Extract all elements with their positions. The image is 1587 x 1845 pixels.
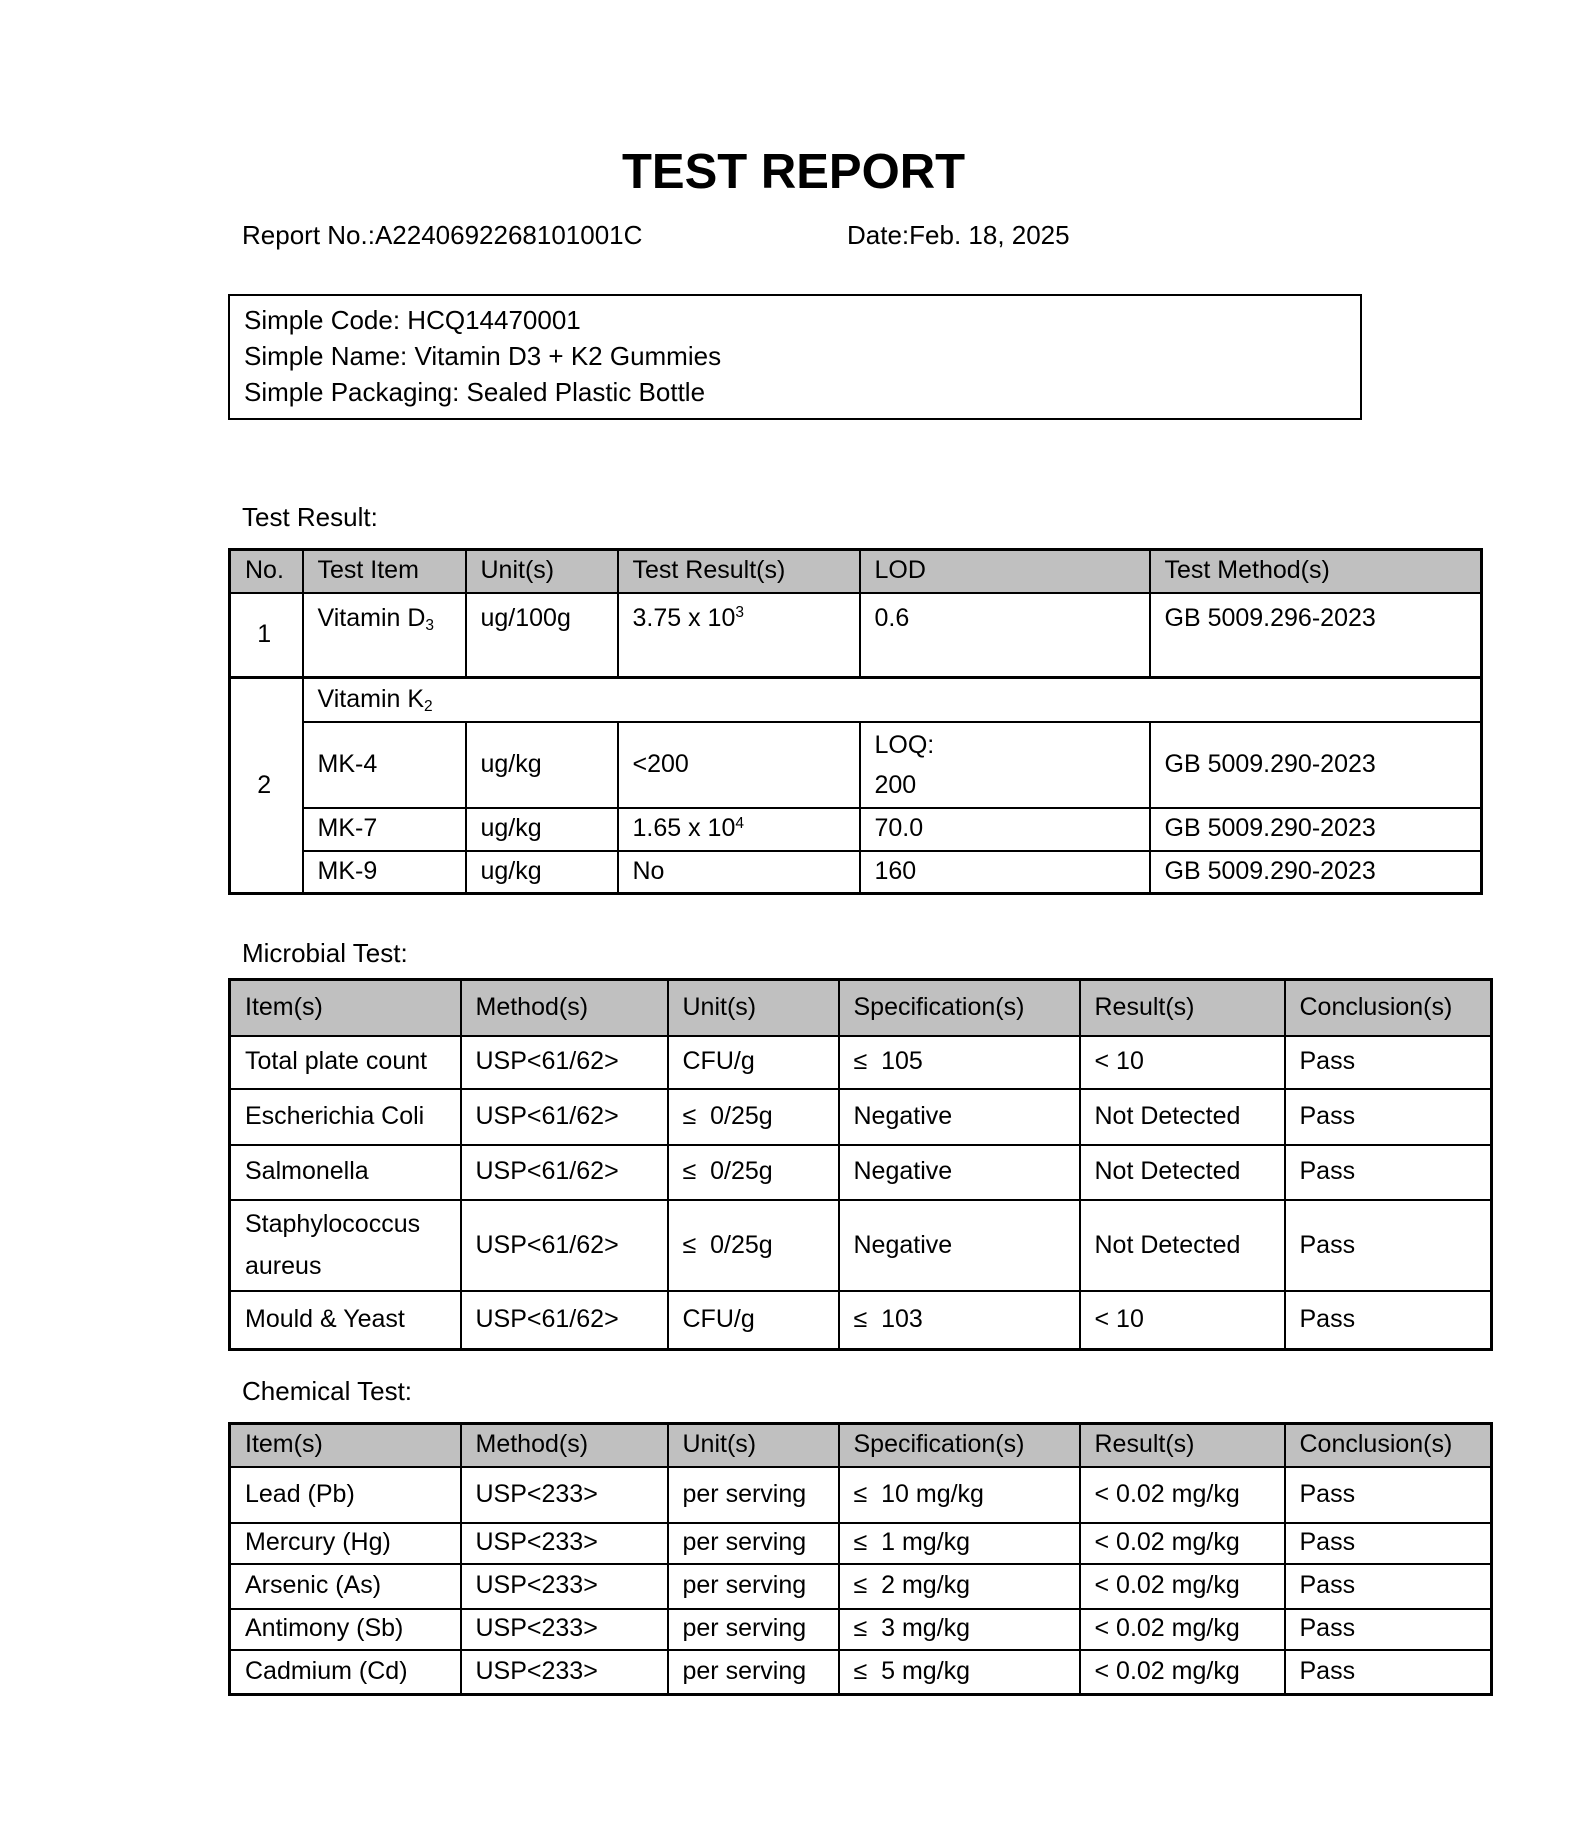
table-header-row <box>230 550 1482 593</box>
cell-conclusion: Pass <box>1285 1650 1492 1695</box>
sample-code-line: Simple Code: HCQ14470001 <box>244 305 581 335</box>
cell-item: Total plate count <box>230 1036 461 1089</box>
cell-method: USP<61/62> <box>461 1089 668 1145</box>
cell-method: USP<61/62> <box>461 1291 668 1350</box>
cell-conclusion: Pass <box>1285 1145 1492 1200</box>
table-row <box>230 808 1482 851</box>
cell-unit: per serving <box>668 1564 839 1609</box>
cell-specification: Negative <box>839 1089 1080 1145</box>
cell-result: < 0.02 mg/kg <box>1080 1467 1285 1523</box>
cell-specification: ≤ 10 mg/kg <box>839 1467 1080 1523</box>
item-subscript: 3 <box>425 616 435 634</box>
table-row <box>230 1036 1492 1089</box>
microbial-test-table <box>228 978 1493 1351</box>
cell-item: Cadmium (Cd) <box>230 1650 461 1695</box>
cell-test-method: GB 5009.296-2023 <box>1150 593 1482 678</box>
cell-item: Mercury (Hg) <box>230 1523 461 1564</box>
cell-item: Staphylococcus aureus <box>230 1200 461 1291</box>
cell-specification: ≤ 3 mg/kg <box>839 1609 1080 1650</box>
cell-conclusion: Pass <box>1285 1200 1492 1291</box>
cell-unit: per serving <box>668 1467 839 1523</box>
cell-unit: ≤ 0/25g <box>668 1200 839 1291</box>
column-header-item: Item(s) <box>230 980 461 1036</box>
cell-conclusion: Pass <box>1285 1089 1492 1145</box>
cell-specification: Negative <box>839 1145 1080 1200</box>
cell-test-item <box>303 593 466 678</box>
cell-result: < 0.02 mg/kg <box>1080 1564 1285 1609</box>
cell-unit: CFU/g <box>668 1291 839 1350</box>
table-row <box>230 1200 1492 1291</box>
sample-info-box <box>228 294 1362 420</box>
cell-unit: ≤ 0/25g <box>668 1089 839 1145</box>
column-header-no: No. <box>230 550 303 593</box>
table-row <box>230 722 1482 808</box>
loq-value: 200 <box>874 770 917 799</box>
cell-conclusion: Pass <box>1285 1036 1492 1089</box>
cell-result: < 0.02 mg/kg <box>1080 1650 1285 1695</box>
cell-unit: per serving <box>668 1650 839 1695</box>
column-header-test-method: Test Method(s) <box>1150 550 1482 593</box>
table-row <box>230 851 1482 894</box>
cell-specification: ≤ 5 mg/kg <box>839 1650 1080 1695</box>
test-result-section-label: Test Result: <box>242 502 378 532</box>
cell-unit: ug/kg <box>466 808 618 851</box>
cell-conclusion: Pass <box>1285 1523 1492 1564</box>
table-row <box>230 1650 1492 1695</box>
column-header-test-result: Test Result(s) <box>618 550 860 593</box>
cell-method: USP<233> <box>461 1609 668 1650</box>
cell-unit: per serving <box>668 1523 839 1564</box>
loq-label: LOQ: <box>874 730 935 759</box>
cell-test-item: MK-9 <box>303 851 466 894</box>
cell-method: USP<233> <box>461 1467 668 1523</box>
microbial-section-label: Microbial Test: <box>242 938 408 968</box>
cell-item: Antimony (Sb) <box>230 1609 461 1650</box>
chemical-test-table <box>228 1422 1493 1696</box>
group-name: Vitamin K <box>317 684 425 713</box>
chemical-section-label: Chemical Test: <box>242 1376 413 1406</box>
cell-result: < 10 <box>1080 1036 1285 1089</box>
column-header-unit: Unit(s) <box>466 550 618 593</box>
report-date: Date:Feb. 18, 2025 <box>847 220 1070 250</box>
result-exponent: 3 <box>735 603 744 621</box>
cell-conclusion: Pass <box>1285 1291 1492 1350</box>
cell-item: Salmonella <box>230 1145 461 1200</box>
cell-unit: ug/kg <box>466 722 618 808</box>
cell-result: Not Detected <box>1080 1089 1285 1145</box>
table-row <box>230 678 1482 722</box>
table-header-row <box>230 980 1492 1036</box>
cell-unit: per serving <box>668 1609 839 1650</box>
cell-method: USP<61/62> <box>461 1200 668 1291</box>
cell-lod: 160 <box>860 851 1150 894</box>
table-row <box>230 593 1482 678</box>
report-number: Report No.:A2240692268101001C <box>242 220 643 250</box>
column-header-conclusion: Conclusion(s) <box>1285 1424 1492 1467</box>
column-header-test-item: Test Item <box>303 550 466 593</box>
cell-item: Mould & Yeast <box>230 1291 461 1350</box>
cell-lod: 0.6 <box>860 593 1150 678</box>
cell-method: USP<61/62> <box>461 1036 668 1089</box>
cell-group-title <box>303 678 1482 722</box>
cell-specification: ≤ 105 <box>839 1036 1080 1089</box>
cell-conclusion: Pass <box>1285 1564 1492 1609</box>
table-row <box>230 1145 1492 1200</box>
column-header-unit: Unit(s) <box>668 1424 839 1467</box>
table-row <box>230 1564 1492 1609</box>
column-header-item: Item(s) <box>230 1424 461 1467</box>
sample-name-line: Simple Name: Vitamin D3 + K2 Gummies <box>244 341 722 371</box>
cell-unit: CFU/g <box>668 1036 839 1089</box>
column-header-conclusion: Conclusion(s) <box>1285 980 1492 1036</box>
column-header-lod: LOD <box>860 550 1150 593</box>
result-exponent: 4 <box>735 814 744 832</box>
cell-test-item: MK-7 <box>303 808 466 851</box>
column-header-specification: Specification(s) <box>839 980 1080 1036</box>
cell-test-item: MK-4 <box>303 722 466 808</box>
result-value: 1.65 x 10 <box>632 814 736 843</box>
cell-method: USP<233> <box>461 1523 668 1564</box>
cell-result: Not Detected <box>1080 1200 1285 1291</box>
cell-method: USP<233> <box>461 1564 668 1609</box>
cell-lod: 70.0 <box>860 808 1150 851</box>
result-value: 3.75 x 10 <box>632 603 736 632</box>
item-name: Vitamin D <box>317 603 426 632</box>
cell-item: Lead (Pb) <box>230 1467 461 1523</box>
cell-specification: ≤ 2 mg/kg <box>839 1564 1080 1609</box>
table-row <box>230 1291 1492 1350</box>
cell-result: < 10 <box>1080 1291 1285 1350</box>
cell-item: Arsenic (As) <box>230 1564 461 1609</box>
cell-test-result: <200 <box>618 722 860 808</box>
cell-specification: ≤ 103 <box>839 1291 1080 1350</box>
cell-result: < 0.02 mg/kg <box>1080 1609 1285 1650</box>
table-row <box>230 1523 1492 1564</box>
column-header-specification: Specification(s) <box>839 1424 1080 1467</box>
cell-unit: ug/100g <box>466 593 618 678</box>
cell-specification: ≤ 1 mg/kg <box>839 1523 1080 1564</box>
cell-item: Escherichia Coli <box>230 1089 461 1145</box>
cell-test-method: GB 5009.290-2023 <box>1150 808 1482 851</box>
cell-specification: Negative <box>839 1200 1080 1291</box>
cell-result: < 0.02 mg/kg <box>1080 1523 1285 1564</box>
table-row <box>230 1089 1492 1145</box>
cell-test-method: GB 5009.290-2023 <box>1150 851 1482 894</box>
cell-conclusion: Pass <box>1285 1467 1492 1523</box>
cell-conclusion: Pass <box>1285 1609 1492 1650</box>
column-header-method: Method(s) <box>461 1424 668 1467</box>
sample-packaging-line: Simple Packaging: Sealed Plastic Bottle <box>244 377 706 407</box>
test-result-table <box>228 548 1483 895</box>
column-header-unit: Unit(s) <box>668 980 839 1036</box>
group-subscript: 2 <box>424 698 433 716</box>
table-row <box>230 1467 1492 1523</box>
cell-test-result <box>618 593 860 678</box>
page-title: TEST REPORT <box>621 145 966 199</box>
cell-unit: ug/kg <box>466 851 618 894</box>
cell-method: USP<61/62> <box>461 1145 668 1200</box>
table-header-row <box>230 1424 1492 1467</box>
cell-no: 1 <box>230 593 303 678</box>
column-header-result: Result(s) <box>1080 980 1285 1036</box>
table-row <box>230 1609 1492 1650</box>
cell-method: USP<233> <box>461 1650 668 1695</box>
cell-lod <box>860 722 1150 808</box>
cell-test-result <box>618 808 860 851</box>
cell-test-method: GB 5009.290-2023 <box>1150 722 1482 808</box>
cell-result: Not Detected <box>1080 1145 1285 1200</box>
cell-no: 2 <box>230 678 303 894</box>
cell-test-result: No <box>618 851 860 894</box>
cell-unit: ≤ 0/25g <box>668 1145 839 1200</box>
column-header-method: Method(s) <box>461 980 668 1036</box>
column-header-result: Result(s) <box>1080 1424 1285 1467</box>
